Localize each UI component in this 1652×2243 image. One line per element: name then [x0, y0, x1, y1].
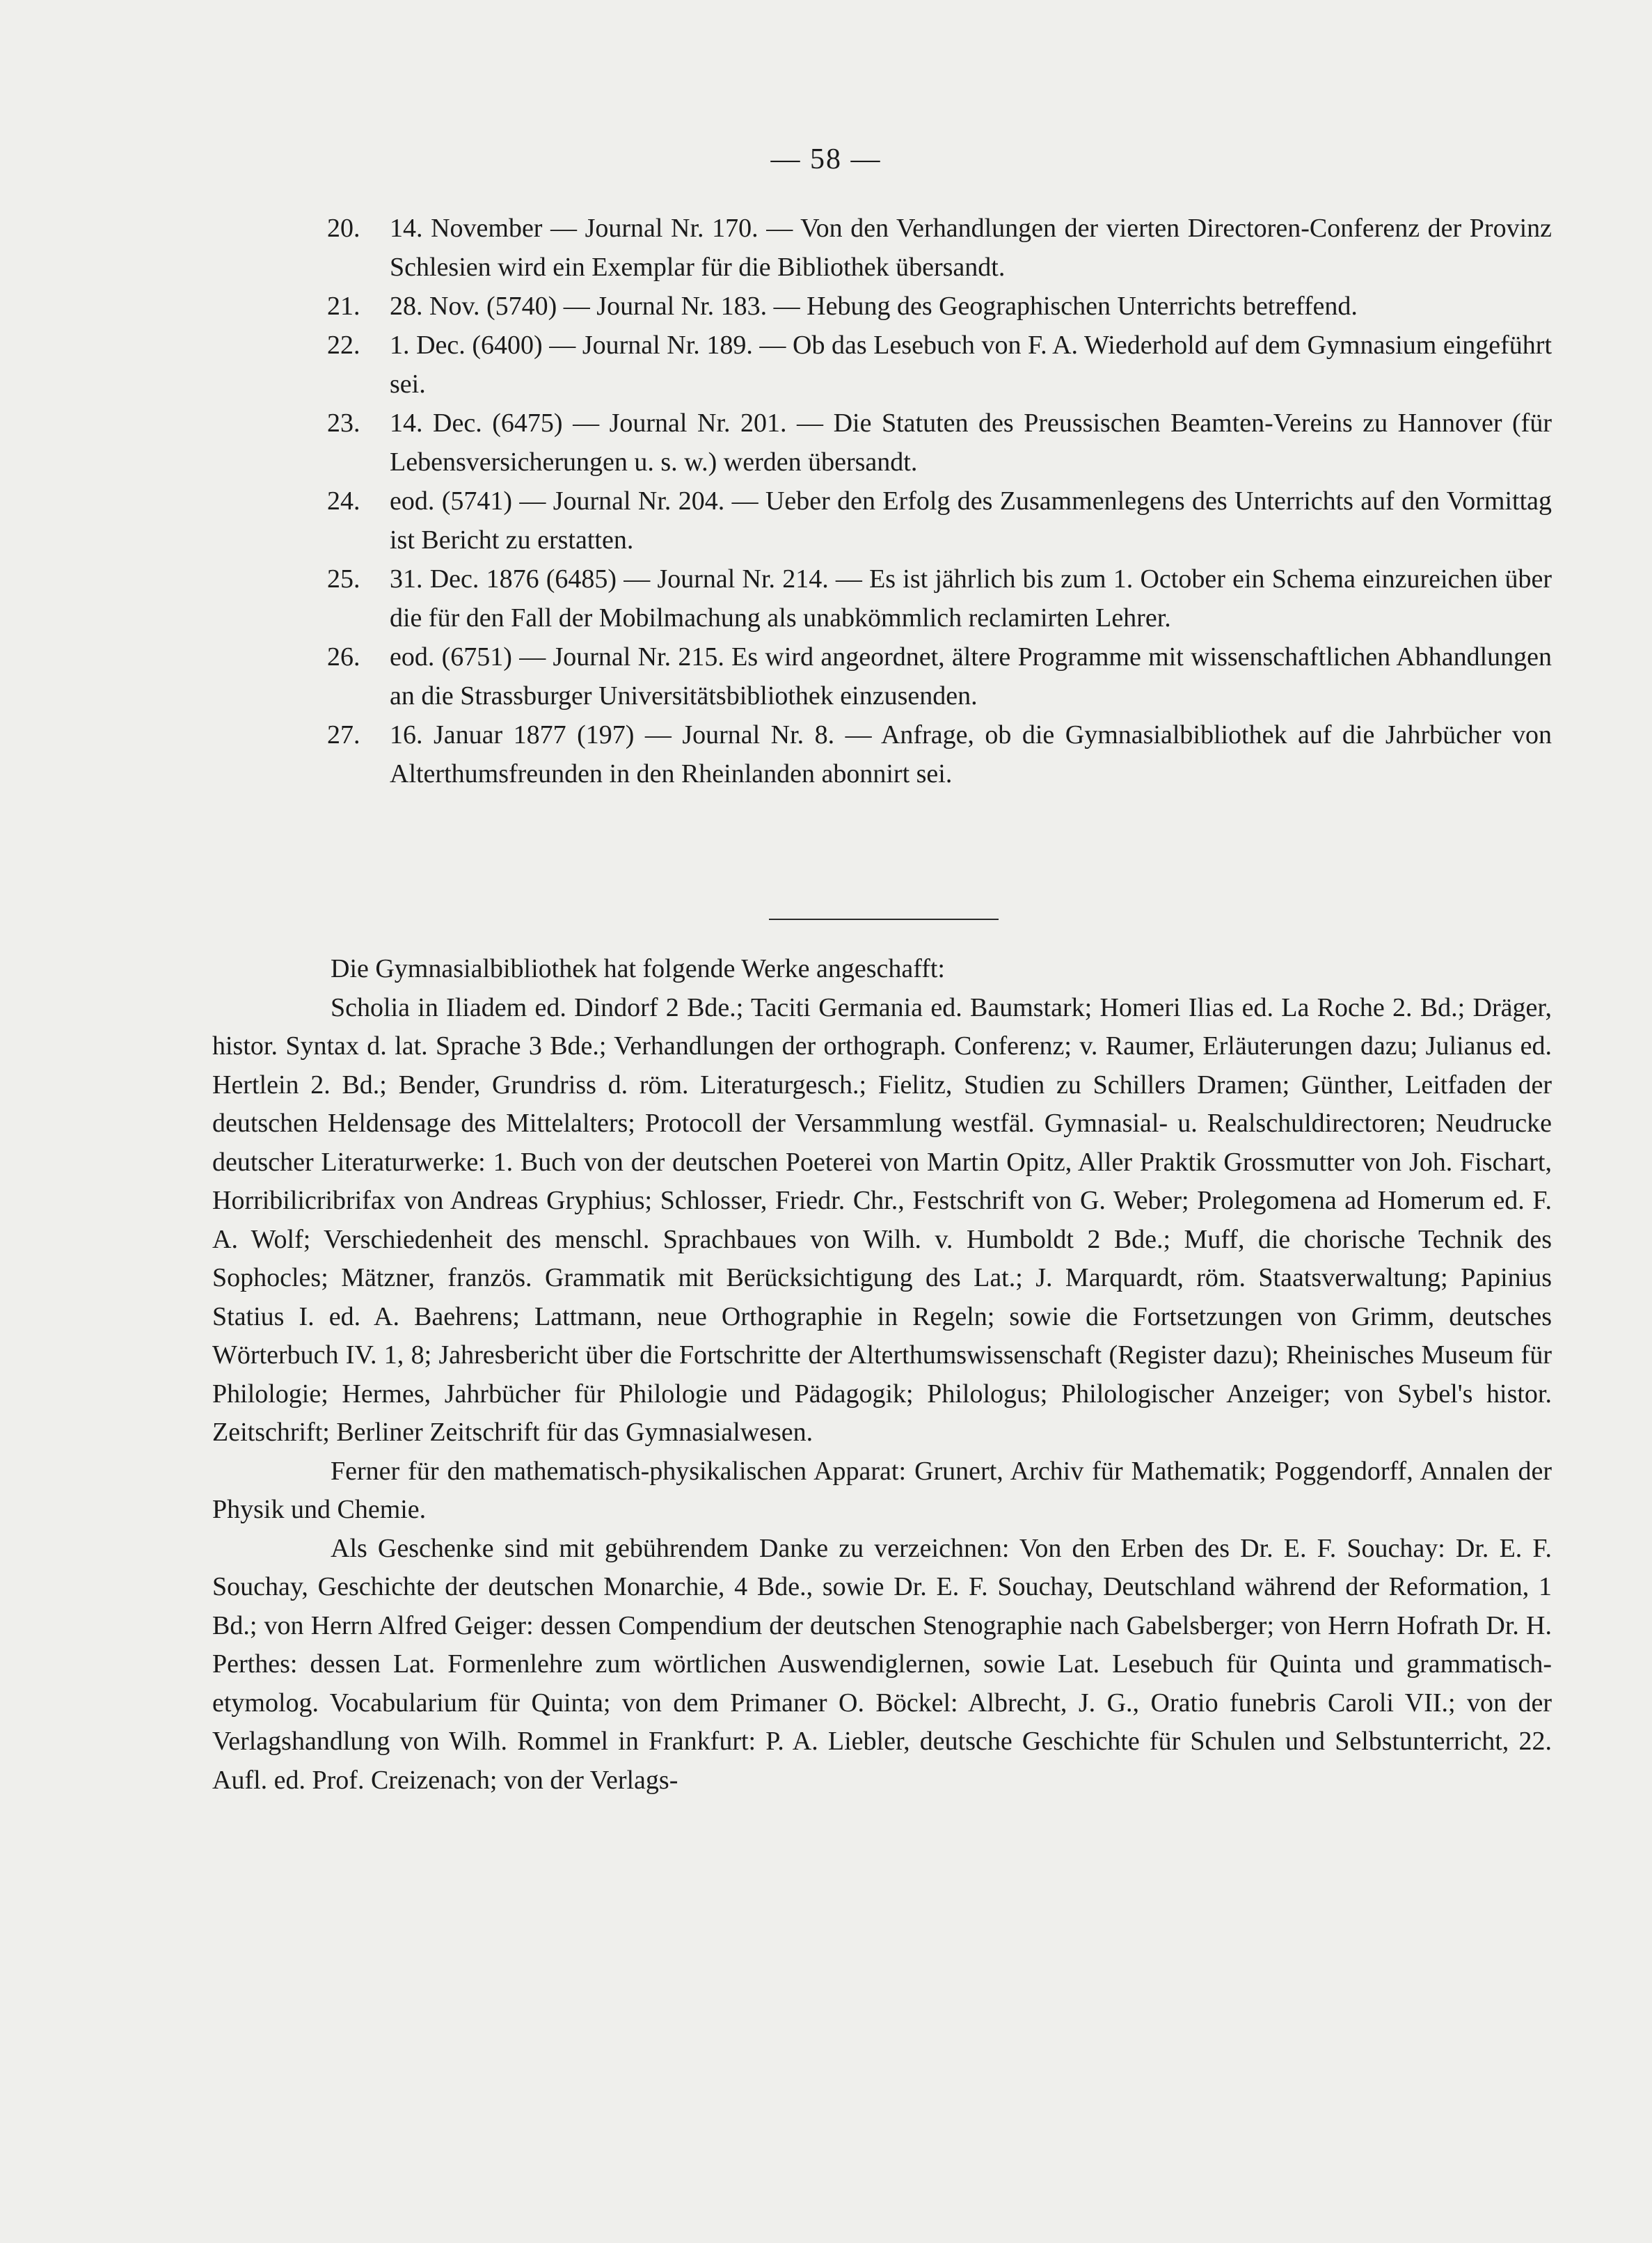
library-physics-apparatus: Ferner für den mathematisch-physikalischen Apparat: Grunert, Archiv für Mathematik; Poggendorff, Annalen der Physik und Chemie. [212, 1456, 1552, 1524]
entry-text: 31. Dec. 1876 (6485) — Journal Nr. 214. — Es ist jährlich bis zum 1. October ein Schema einzureichen über die für den Fall der Mobilmachung als unabkömmlich reclamirten Lehrer. [390, 564, 1552, 633]
entry-text: 16. Januar 1877 (197) — Journal Nr. 8. — Anfrage, ob die Gymnasialbibliothek auf die Jahrbücher von Alterthumsfreunden in den Rheinlanden abonnirt sei. [390, 720, 1552, 788]
journal-entry-25 [327, 560, 1552, 637]
entry-text: eod. (5741) — Journal Nr. 204. — Ueber den Erfolg des Zusammenlegens des Unterrichts auf den Vormittag ist Bericht zu erstatten. [390, 486, 1552, 555]
entry-number: 26. [327, 642, 360, 672]
library-section [212, 950, 1552, 1800]
entry-number: 25. [327, 564, 360, 594]
entry-text: 28. Nov. (5740) — Journal Nr. 183. — Hebung des Geographischen Unterrichts betreffend. [390, 292, 1358, 321]
journal-entries-list [327, 209, 1552, 793]
journal-entry-24 [327, 482, 1552, 560]
entry-number: 27. [327, 720, 360, 750]
journal-entry-23 [327, 404, 1552, 482]
entry-number: 22. [327, 331, 360, 360]
library-gifts: Als Geschenke sind mit gebührendem Danke zu verzeichnen: Von den Erben des Dr. E. F. Souchay: Dr. E. F. Souchay, Geschichte der deutschen Monarchie, 4 Bde., sowie Dr. E. F. Souchay, Deutschland während der Reformation, 1 Bd.; von Herrn Alfred Geiger: dessen Compendium der deutschen Stenographie nach Gabelsberger; von Herrn Hofrath Dr. H. Perthes: dessen Lat. Formenlehre zum wörtlichen Auswendiglernen, sowie Lat. Lesebuch für Quinta und grammatisch-etymolog. Vocabularium für Quinta; von dem Primaner O. Böckel: Albrecht, J. G., Oratio funebris Caroli VII.; von der Verlagshandlung von Wilh. Rommel in Frankfurt: P. A. Liebler, deutsche Geschichte für Schulen und Selbstunterricht, 22. Aufl. ed. Prof. Creizenach; von der Verlags- [212, 1533, 1552, 1795]
entry-number: 23. [327, 409, 360, 438]
journal-entry-22 [327, 326, 1552, 404]
journal-entry-26 [327, 637, 1552, 715]
entry-text: 14. Dec. (6475) — Journal Nr. 201. — Die Statuten des Preussischen Beamten-Vereins zu Hannover (für Lebensversicherungen u. s. w.) werden übersandt. [390, 409, 1552, 477]
journal-entry-20 [327, 209, 1552, 287]
entry-text: 1. Dec. (6400) — Journal Nr. 189. — Ob das Lesebuch von F. A. Wiederhold auf dem Gymnasium eingeführt sei. [390, 331, 1552, 399]
entry-number: 24. [327, 486, 360, 516]
journal-entry-21 [327, 287, 1552, 326]
library-intro: Die Gymnasialbibliothek hat folgende Werke angeschafft: [331, 954, 945, 983]
library-acquisitions: Scholia in Iliadem ed. Dindorf 2 Bde.; Taciti Germania ed. Baumstark; Homeri Ilias ed. La Roche 2. Bd.; Dräger, histor. Syntax d. lat. Sprache 3 Bde.; Verhandlungen der orthograph. Conferenz; v. Raumer, Erläuterungen dazu; Julianus ed. Hertlein 2. Bd.; Bender, Grundriss d. röm. Literaturgesch.; Fielitz, Studien zu Schillers Dramen; Günther, Leitfaden der deutschen Heldensage des Mittelalters; Protocoll der Versammlung westfäl. Gymnasial- u. Realschuldirectoren; Neudrucke deutscher Literaturwerke: 1. Buch von der deutschen Poeterei von Martin Opitz, Aller Praktik Grossmutter von Joh. Fischart, Horribilicribrifax von Andreas Gryphius; Schlosser, Friedr. Chr., Festschrift von G. Weber; Prolegomena ad Homerum ed. F. A. Wolf; Verschiedenheit des menschl. Sprachbaues von Wilh. v. Humboldt 2 Bde.; Muff, die chorische Technik des Sophocles; Mätzner, französ. Grammatik mit Berücksichtigung des Lat.; J. Marquardt, röm. Staatsverwaltung; Papinius Statius I. ed. A. Baehrens; Lattmann, neue Orthographie in Regeln; sowie die Fortsetzungen von Grimm, deutsches Wörterbuch IV. 1, 8; Jahresbericht über die Fortschritte der Alterthumswissenschaft (Register dazu); Rheinisches Museum für Philologie; Hermes, Jahrbücher für Philologie und Pädagogik; Philologus; Philologischer Anzeiger; von Sybel's histor. Zeitschrift; Berliner Zeitschrift für das Gymnasialwesen. [212, 992, 1552, 1447]
page-number: — 58 — [770, 143, 882, 175]
section-divider [769, 919, 999, 920]
entry-number: 20. [327, 214, 360, 243]
journal-entry-27 [327, 715, 1552, 793]
entry-text: 14. November — Journal Nr. 170. — Von den Verhandlungen der vierten Directoren-Conferenz der Provinz Schlesien wird ein Exemplar für die Bibliothek übersandt. [390, 214, 1552, 282]
entry-text: eod. (6751) — Journal Nr. 215. Es wird angeordnet, ältere Programme mit wissenschaftlichen Abhandlungen an die Strassburger Universitätsbibliothek einzusenden. [390, 642, 1552, 711]
entry-number: 21. [327, 292, 360, 321]
